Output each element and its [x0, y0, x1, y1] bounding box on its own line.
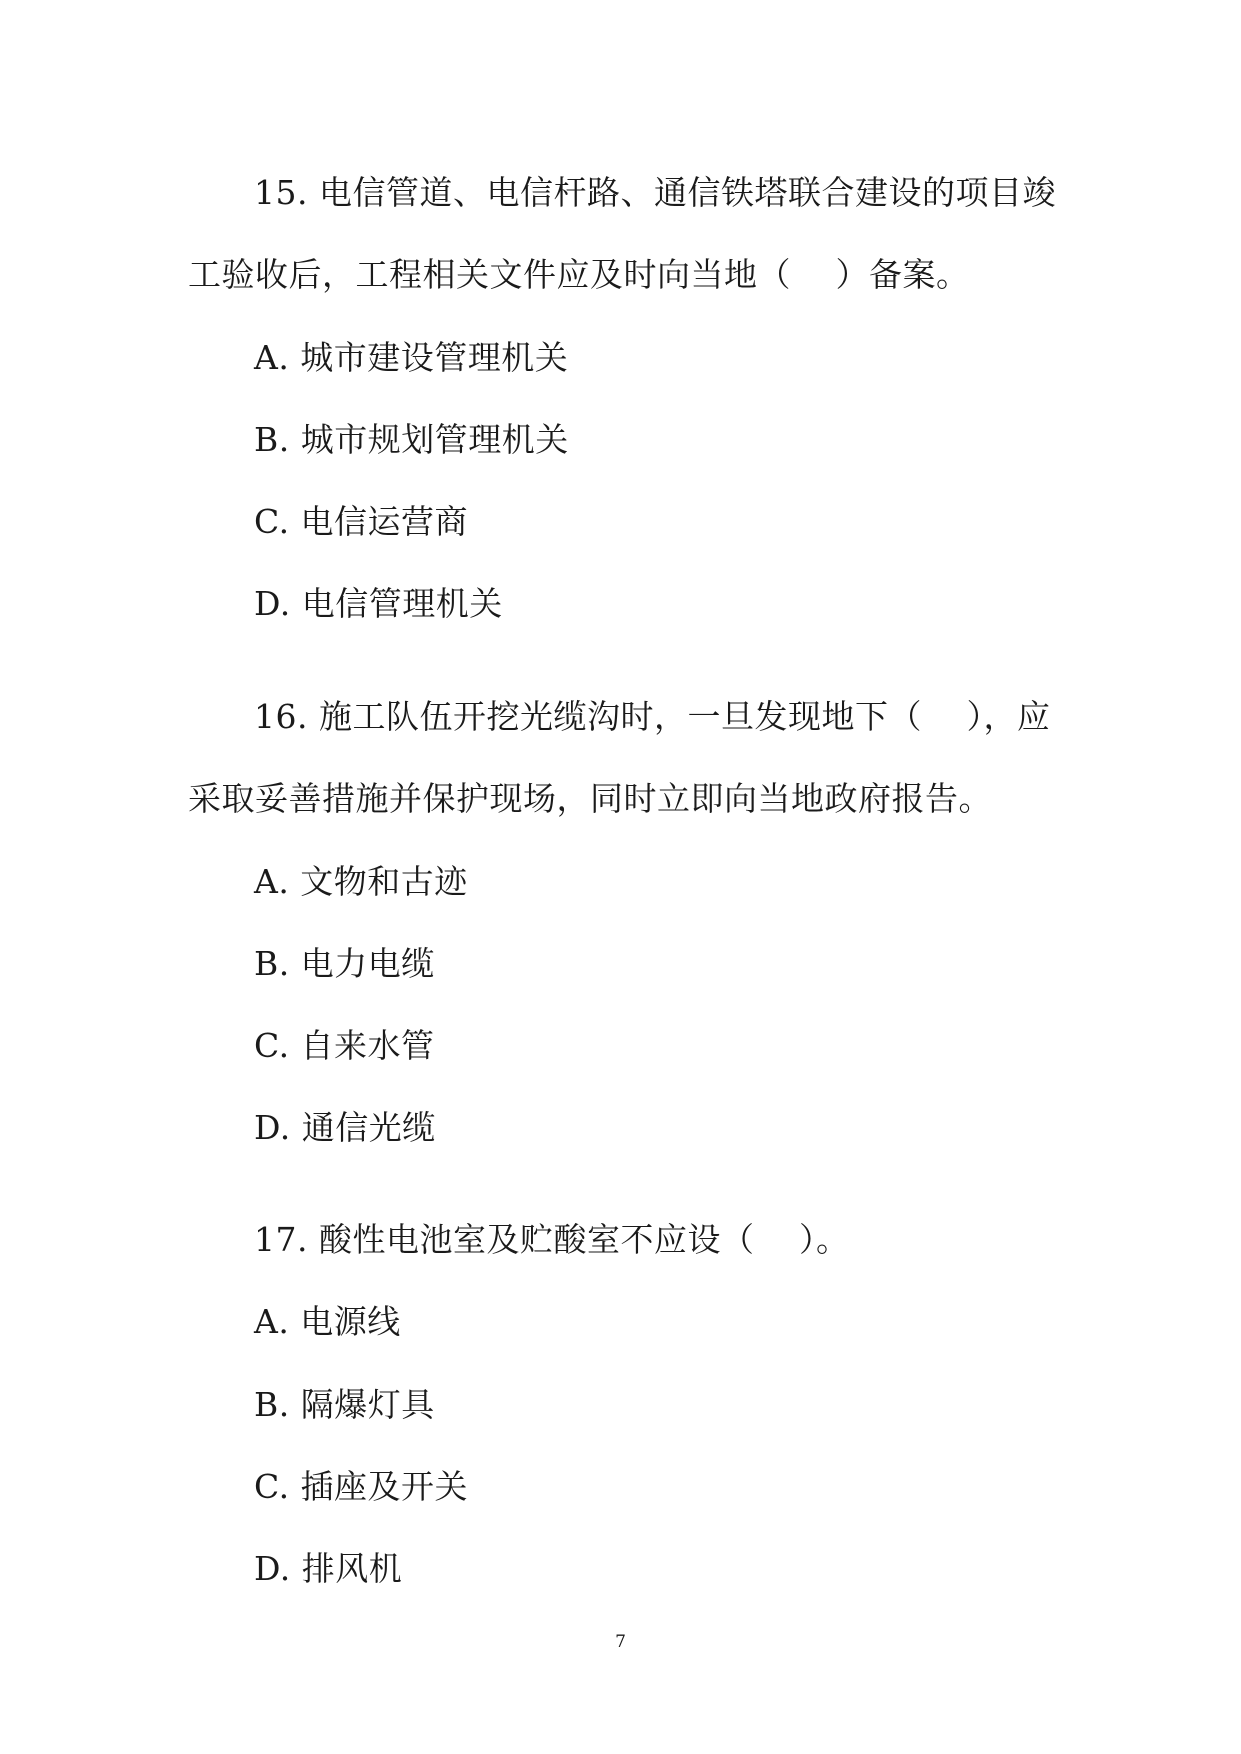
question-17-option-d: D. 排风机: [254, 1549, 403, 1588]
question-15-stem-line-2: 工验收后，工程相关文件应及时向当地（ ）备案。: [188, 255, 970, 294]
question-17-option-b: B. 隔爆灯具: [254, 1385, 435, 1424]
question-15-option-c: C. 电信运营商: [254, 502, 469, 541]
question-15-option-b: B. 城市规划管理机关: [254, 420, 569, 459]
page-number: 7: [615, 1632, 626, 1652]
question-16-stem-line-1: 16. 施工队伍开挖光缆沟时，一旦发现地下（ ），应: [254, 697, 1051, 736]
question-17-stem-line-1: 17. 酸性电池室及贮酸室不应设（ ）。: [254, 1220, 850, 1259]
question-16-option-b: B. 电力电缆: [254, 944, 435, 983]
question-17-option-a: A. 电源线: [254, 1302, 401, 1341]
question-16-option-a: A. 文物和古迹: [254, 862, 468, 901]
question-15-option-a: A. 城市建设管理机关: [254, 338, 569, 377]
question-16-option-c: C. 自来水管: [254, 1026, 435, 1065]
question-16-option-d: D. 通信光缆: [254, 1108, 436, 1147]
question-15-option-d: D. 电信管理机关: [254, 584, 503, 623]
question-15-stem-line-1: 15. 电信管道、电信杆路、通信铁塔联合建设的项目竣: [254, 173, 1056, 212]
question-16-stem-line-2: 采取妥善措施并保护现场，同时立即向当地政府报告。: [188, 779, 992, 818]
question-17-option-c: C. 插座及开关: [254, 1467, 469, 1506]
